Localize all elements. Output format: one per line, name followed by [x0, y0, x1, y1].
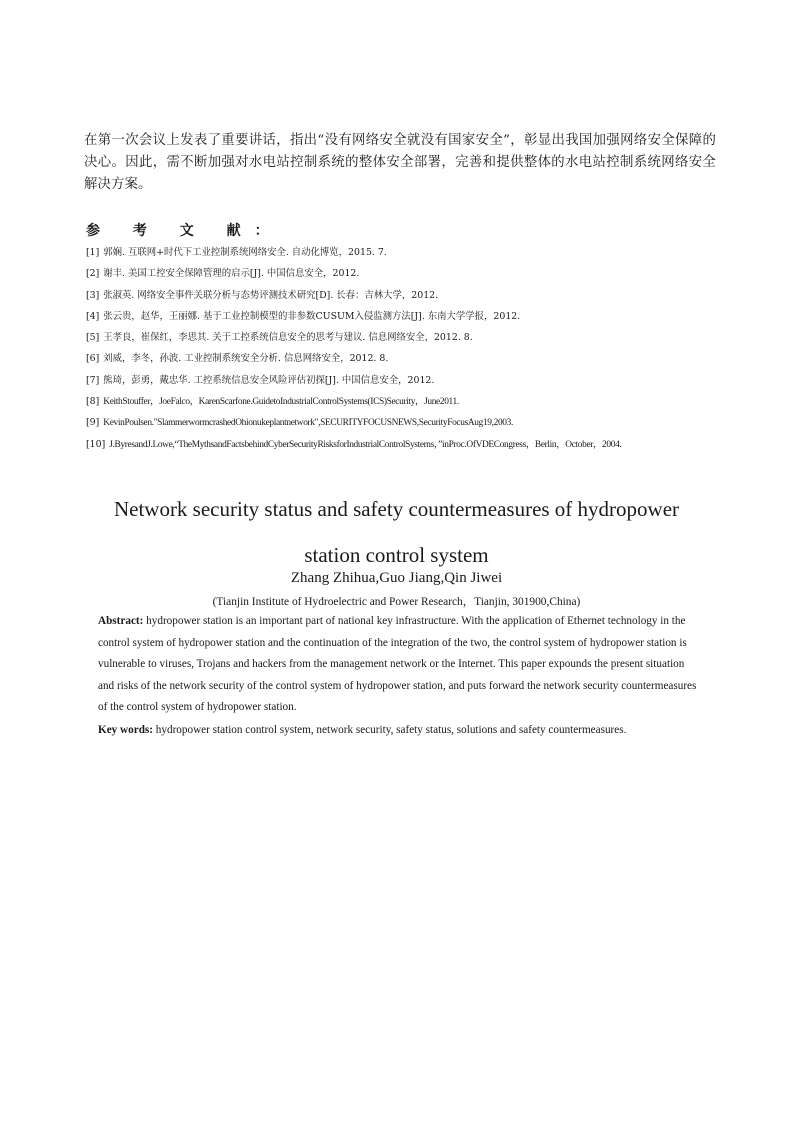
reference-text: 刘威，李冬，孙波. 工业控制系统安全分析. 信息网络安全，2012. 8.	[103, 353, 389, 365]
abstract-label: Abstract:	[98, 615, 144, 627]
reference-item	[86, 370, 736, 391]
reference-text: 郭娴. 互联网+时代下工业控制系统网络安全. 自动化博览，2015. 7.	[103, 247, 387, 258]
reference-number: [5]	[86, 332, 100, 344]
reference-text: KevinPoulsen."SlammerwormcrashedOhionukeplantnetwork",SECURITYFOCUSNEWS,SecurityFocusAug19,2003.	[103, 418, 513, 429]
reference-number: [2]	[86, 268, 100, 280]
reference-item	[86, 434, 736, 455]
abstract-text: hydropower station is an important part of national key infrastructure. With the application of Ethernet technology in the control system of hydropower station and the continuation of the integration of the two, the control system of hydropower station is vulnerable to viruses, Trojans and hackers from the management network or the Internet. This paper expounds the present situation and risks of the network security of the control system of hydropower station, and puts forward the network security countermeasures of the control system of hydropower station.	[98, 615, 697, 714]
keywords-text: hydropower station control system, network security, safety status, solutions and safety countermeasures.	[153, 724, 627, 736]
reference-number: [6]	[86, 353, 100, 365]
reference-item	[86, 242, 736, 263]
references-list	[86, 242, 736, 455]
reference-number: [3]	[86, 289, 100, 301]
reference-item	[86, 348, 736, 369]
reference-text: KeithStouffer，JoeFalco，KarenScarfone.GuidetoIndustrialControlSystems(ICS)Security，June2011.	[103, 397, 459, 408]
keywords-label: Key words:	[98, 724, 153, 736]
reference-item	[86, 285, 736, 306]
affiliation: (Tianjin Institute of Hydroelectric and Power Research，Tianjin, 301900,China)	[212, 596, 581, 608]
reference-text: J.ByresandJ.Lowe,“TheMythsandFactsbehindCyberSecurityRisksforIndustrialControlSystems，”inProc.OfVDECongress，Berlin，October，2004.	[109, 439, 622, 450]
reference-number: [9]	[86, 417, 100, 429]
reference-number: [10]	[86, 438, 106, 450]
english-title-line-2: station control system	[304, 543, 489, 567]
reference-number: [1]	[86, 247, 100, 258]
reference-number: [7]	[86, 374, 100, 386]
reference-number: [4]	[86, 310, 100, 322]
english-title-line-1: Network security status and safety countermeasures of hydropower	[113, 497, 680, 521]
reference-item	[86, 306, 736, 327]
reference-item	[86, 327, 736, 348]
reference-text: 张云贵，赵华，王丽娜. 基于工业控制模型的非参数CUSUM入侵监测方法[J]. 东南大学学报，2012.	[103, 310, 521, 322]
reference-text: 熊琦，彭勇，戴忠华. 工控系统信息安全风险评估初探[J]. 中国信息安全，2012.	[103, 374, 435, 386]
reference-item	[86, 412, 736, 433]
reference-number: [8]	[86, 396, 100, 408]
body-paragraph: 在第一次会议上发表了重要讲话，指出“没有网络安全就没有国家安全”，彰显出我国加强网络安全保障的决心。因此，需不断加强对水电站控制系统的整体安全部署，完善和提供整体的水电站控制系统网络安全解决方案。	[84, 133, 716, 192]
keywords	[98, 720, 718, 742]
abstract	[98, 611, 698, 719]
reference-text: 谢丰. 美国工控安全保障管理的启示[J]. 中国信息安全，2012.	[103, 268, 360, 280]
english-title	[60, 486, 733, 578]
references-heading: 参 考 文 献：	[86, 223, 283, 239]
reference-text: 张淑英. 网络安全事件关联分析与态势评测技术研究[D]. 长春：吉林大学，2012.	[103, 289, 439, 301]
reference-item	[86, 263, 736, 284]
reference-item	[86, 391, 736, 412]
authors: Zhang Zhihua,Guo Jiang,Qin Jiwei	[290, 570, 503, 586]
reference-text: 王孝良，崔保红，李思其. 关于工控系统信息安全的思考与建议. 信息网络安全，2012. 8.	[103, 332, 473, 344]
